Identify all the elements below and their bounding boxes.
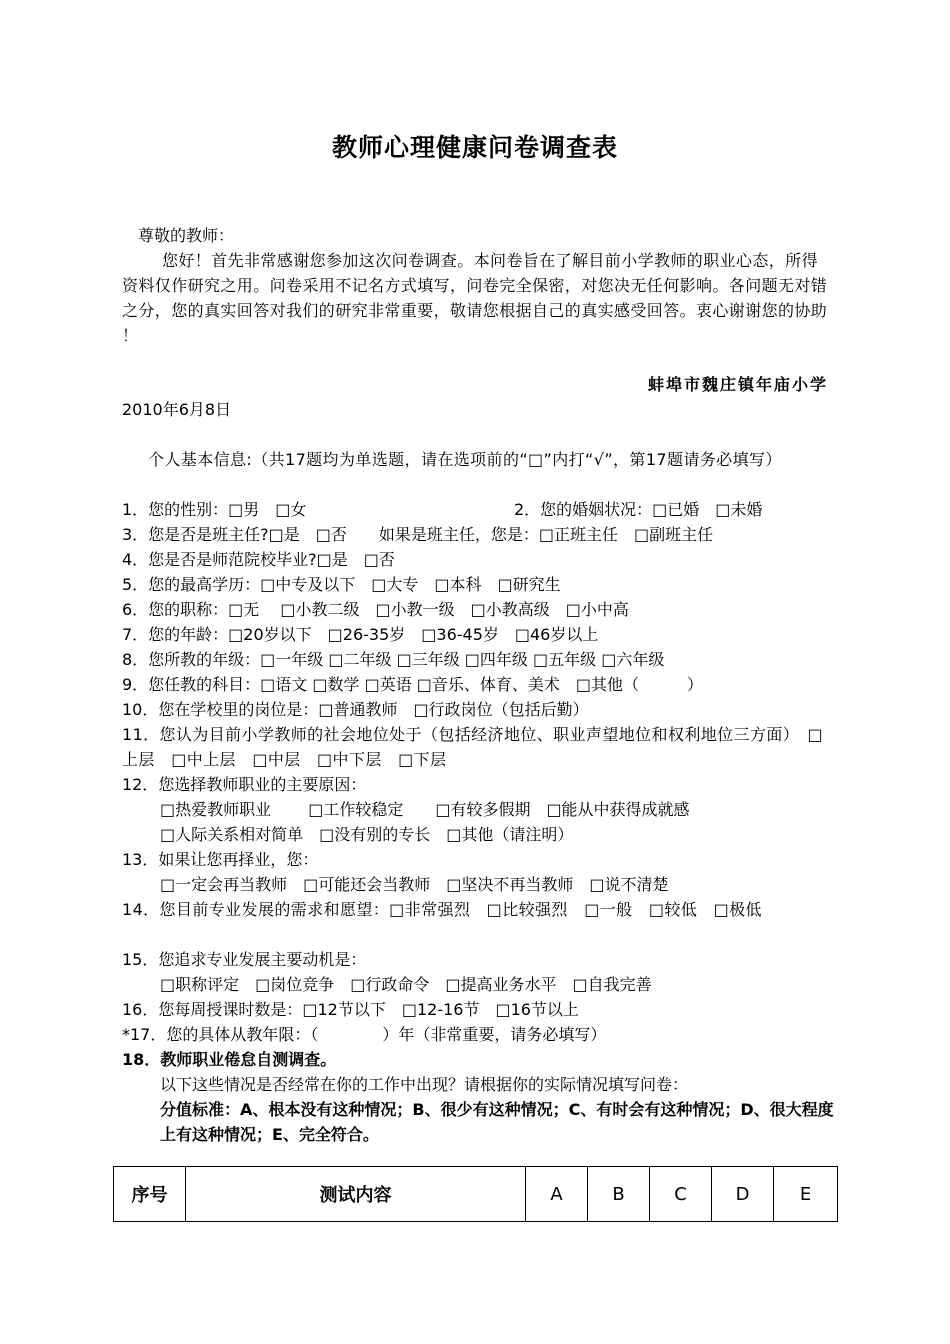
- question-7: 7．您的年龄：□20岁以下 □26-35岁 □36-45岁 □46岁以上: [122, 625, 599, 644]
- header-option-e: E: [774, 1167, 838, 1222]
- header-option-c: C: [650, 1167, 712, 1222]
- question-18: 18．教师职业倦怠自测调查。: [122, 1050, 337, 1069]
- question-4: 4．您是否是师范院校毕业?□是 □否: [122, 550, 395, 569]
- question-8: 8．您所教的年级：□一年级 □二年级 □三年级 □四年级 □五年级 □六年级: [122, 650, 665, 669]
- intro-paragraph: 您好！首先非常感谢您参加这次问卷调查。本问卷旨在了解目前小学教师的职业心态，所得资料仅作研究之用。问卷采用不记名方式填写，问卷完全保密，对您决无任何影响。各问题无对错之分，您的真实回答对我们的研究非常重要，敬请您根据自己的真实感受回答。衷心谢谢您的协助 ！: [122, 251, 828, 345]
- question-2: 2．您的婚姻状况：□已婚 □未婚: [514, 500, 763, 519]
- question-10: 10．您在学校里的岗位是：□普通教师 □行政岗位（包括后勤）: [122, 700, 589, 719]
- question-12: 12．您选择教师职业的主要原因：: [122, 775, 367, 794]
- question-6: 6．您的职称：□无 □小教二级 □小教一级 □小教高级 □小中高: [122, 600, 629, 619]
- header-serial-number: 序号: [114, 1167, 186, 1222]
- date: 2010年6月8日: [122, 400, 232, 419]
- question-12-options-a: □热爱教师职业 □工作较稳定 □有较多假期 □能从中获得成就感: [160, 800, 690, 819]
- header-option-d: D: [712, 1167, 774, 1222]
- question-13: 13．如果让您再择业，您：: [122, 850, 319, 869]
- question-17: *17．您的具体从教年限：（ ）年（非常重要，请务必填写）: [122, 1025, 607, 1044]
- question-1: 1．您的性别：□男 □女: [122, 500, 307, 519]
- greeting: 尊敬的教师：: [138, 226, 235, 245]
- page-title: 教师心理健康问卷调查表: [331, 133, 618, 162]
- question-12-options-b: □人际关系相对简单 □没有别的专长 □其他（请注明）: [160, 825, 574, 844]
- basic-info-instructions: 个人基本信息:（共17题均为单选题，请在选项前的“□”内打“√”，第17题请务必填写）: [148, 450, 782, 469]
- question-18-description: 以下这些情况是否经常在你的工作中出现？请根据你的实际情况填写问卷：: [160, 1075, 689, 1094]
- table-header-row: [114, 1167, 838, 1222]
- organization: 蚌埠市魏庄镇年庙小学: [647, 375, 828, 394]
- header-test-content: 测试内容: [186, 1167, 526, 1222]
- question-3: 3．您是否是班主任?□是 □否 如果是班主任，您是：□正班主任 □副班主任: [122, 525, 714, 544]
- scoring-criteria: 分值标准：A、根本没有这种情况；B、很少有这种情况；C、有时会有这种情况；D、很大程度上有这种情况；E、完全符合。: [160, 1100, 834, 1144]
- question-9: 9．您任教的科目：□语文 □数学 □英语 □音乐、体育、美术 □其他（ ）: [122, 675, 704, 694]
- question-5: 5．您的最高学历：□中专及以下 □大专 □本科 □研究生: [122, 575, 561, 594]
- burnout-score-table: [113, 1166, 838, 1222]
- question-11: 11．您认为目前小学教师的社会地位处于（包括经济地位、职业声望地位和权利地位三方面） □上层 □中上层 □中层 □中下层 □下层: [122, 725, 824, 769]
- question-15: 15．您追求专业发展主要动机是：: [122, 950, 367, 969]
- question-13-options: □一定会再当教师 □可能还会当教师 □坚决不再当教师 □说不清楚: [160, 875, 669, 894]
- question-16: 16．您每周授课时数是：□12节以下 □12-16节 □16节以上: [122, 1000, 579, 1019]
- header-option-b: B: [588, 1167, 650, 1222]
- question-14: 14．您目前专业发展的需求和愿望：□非常强烈 □比较强烈 □一般 □较低 □极低: [122, 900, 762, 919]
- header-option-a: A: [526, 1167, 588, 1222]
- question-15-options: □职称评定 □岗位竞争 □行政命令 □提高业务水平 □自我完善: [160, 975, 652, 994]
